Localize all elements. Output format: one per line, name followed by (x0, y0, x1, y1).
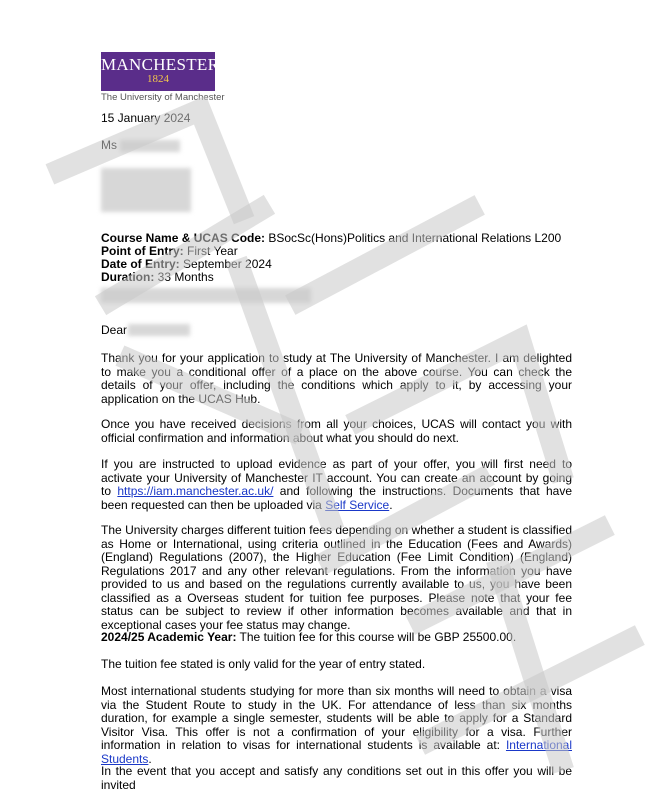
date-entry-label: Date of Entry: (101, 257, 180, 271)
p3-text-mid: and following the instructions. Documents that have been requested can then be uploaded via (101, 484, 572, 512)
paragraph-3 (101, 458, 572, 512)
academic-year-label: 2024/25 Academic Year: (101, 630, 237, 644)
redacted-address (101, 168, 191, 212)
logo-name: MANCHESTER (101, 55, 220, 74)
international-students-link[interactable]: International Students (101, 738, 572, 766)
logo-caption: The University of Manchester (101, 92, 225, 103)
paragraph-7 (101, 685, 572, 766)
date-entry-value: September 2024 (179, 257, 272, 271)
paragraph-1: Thank you for your application to study at The University of Manchester. I am delighted to make you a conditional offer of a place on the above course. You can check the details of your offer, including the conditions which apply to it, by accessing your application on the UCAS Hub. (101, 351, 572, 406)
logo-year: 1824 (147, 73, 169, 85)
redacted-name (120, 140, 180, 152)
point-label: Point of Entry: (101, 244, 184, 258)
paragraph-2: Once you have received decisions from all your choices, UCAS will contact you with official confirmation and information about what you should do next. (101, 417, 572, 445)
paragraph-6: The tuition fee stated is only valid for the year of entry stated. (101, 657, 426, 671)
p7-text-end: . (148, 751, 152, 766)
dear-line: Dear (101, 323, 128, 337)
self-service-link[interactable]: Self Service (325, 497, 390, 512)
point-value: First Year (183, 244, 238, 258)
redacted-dear-name (128, 324, 190, 336)
iam-link[interactable]: https://iam.manchester.ac.uk/ (117, 484, 274, 498)
paragraph-8: In the event that you accept and satisfy any conditions set out in this offer you will be invited (101, 764, 572, 792)
salutation-title: Ms (101, 138, 117, 152)
course-value: BSocSc(Hons)Politics and International Relations L200 (265, 231, 562, 245)
p7-text-start: Most international students studying for more than six months will need to obtain a visa via the Student Route to study in the UK. For attendance of less than six months duration, for example a single semester, students will be able to apply for a Standard Visitor Visa. This offer is not a confirmation of your eligibility for a visa. Further information in relation to visas for international students is available at: (101, 684, 572, 752)
paragraph-5 (101, 631, 572, 645)
university-logo (101, 52, 220, 91)
p3-text-start: If you are instructed to upload evidence as part of your offer, you will first need to activate your University of Manchester IT account. You can create an account by going to (101, 457, 572, 498)
letter-date: 15 January 2024 (101, 111, 191, 125)
tuition-fee-text: The tuition fee for this course will be GBP 25500.00. (236, 630, 517, 644)
p3-text-end: . (389, 497, 393, 512)
duration-line (101, 271, 572, 285)
duration-value: 33 Months (154, 270, 214, 284)
redacted-id (101, 288, 311, 303)
duration-label: Duration: (101, 270, 155, 284)
course-label: Course Name & UCAS Code: (101, 231, 266, 245)
paragraph-4: The University charges different tuition fees depending on whether a student is classified as Home or International, using criteria outlined in the Education (Fees and Awards) (England) Regulations (2007), the Higher Education (Fee Limit Condition) (England) Regulations 2017 and any other relevant regulations. From the information you have provided to us and based on the regulations currently available to us, you have been classified as a Overseas student for tuition fee purposes. Please note that your fee status can be subject to review if other information becomes available and that in exceptional cases your fee status may change. (101, 523, 572, 632)
